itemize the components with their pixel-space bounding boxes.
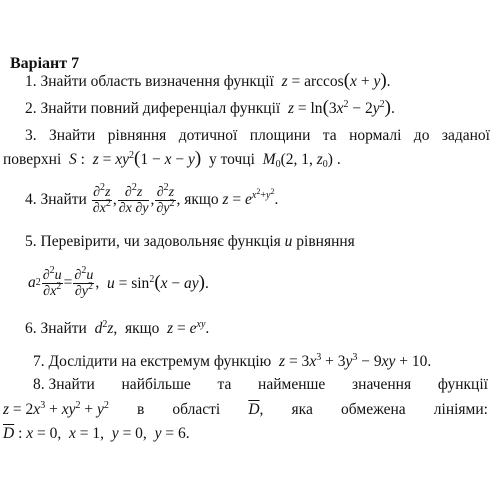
task-1-formula: z = arccos(x + y). bbox=[281, 70, 391, 91]
task-8-word: обмежена bbox=[340, 401, 406, 418]
task-2-formula: $z = \ln(3x^2 - 2y^2)$. bbox=[287, 97, 395, 118]
task-4-fraction-yy: $\frac{\partial^2z}{\partial y^2}$ bbox=[156, 181, 175, 216]
task-8-word: функції bbox=[437, 376, 488, 393]
task-3-point-formula: $M_0(2$, 1, $z_0$) . bbox=[262, 151, 341, 170]
task-6-differential: $d^2z$, bbox=[94, 319, 122, 337]
task-3-line-1 bbox=[25, 127, 490, 145]
task-3-text-point: у точці bbox=[208, 151, 255, 168]
task-8-boundary: $\overline{D}$ : x = 0, x = 1, y = 0, y = 6. bbox=[3, 425, 190, 442]
task-6-where: якщо bbox=[124, 320, 160, 337]
task-8-line-1 bbox=[33, 376, 488, 394]
task-6-number: 6. bbox=[25, 320, 37, 337]
task-8-word: області bbox=[172, 401, 221, 418]
task-3-number: 3. bbox=[25, 127, 37, 144]
task-8-word: Знайти bbox=[48, 376, 95, 393]
task-8-word: найменше bbox=[258, 376, 326, 393]
task-4-text: Знайти bbox=[40, 191, 87, 208]
task-5-equation: a 2 $\frac{\partial^2u}{\partial x^2}$ = $\frac{\partial^2u}{\partial y^2}$ , $u = \sin^2(x - ay)$. bbox=[28, 264, 209, 299]
task-8-number-word-1 bbox=[33, 376, 95, 394]
task-6-text: Знайти bbox=[40, 320, 87, 337]
task-2-text: Знайти повний диференціал функції bbox=[40, 100, 281, 117]
task-8-domain-symbol: $\overline{D}$, bbox=[248, 401, 264, 418]
task-8-word: та bbox=[217, 376, 232, 393]
task-6-formula: $z = e^{xy}$. bbox=[167, 319, 210, 337]
task-8-word: значення bbox=[352, 376, 412, 393]
task-5-text-end: рівняння bbox=[296, 233, 355, 250]
task-7 bbox=[33, 353, 431, 371]
task-1 bbox=[25, 72, 391, 91]
task-4-fraction-xy: $\frac{\partial^2z}{\partial x \partial y}$ bbox=[118, 181, 149, 216]
task-8-function-formula: $z = 2x^3 + xy^2 + y^2$ bbox=[3, 400, 109, 418]
task-8-word: найбільше bbox=[121, 376, 191, 393]
task-2-number: 2. bbox=[25, 100, 37, 117]
task-8-number: 8. bbox=[33, 376, 45, 393]
task-7-number: 7. bbox=[33, 353, 45, 370]
task-5-text: Перевірити, чи задовольняє функція bbox=[40, 233, 281, 250]
task-1-text: Знайти область визначення функції bbox=[40, 73, 274, 90]
variant-title: Варіант 7 bbox=[10, 55, 80, 72]
task-4-number: 4. bbox=[25, 191, 37, 208]
task-5-function-formula: $u = \sin^2(x - ay)$. bbox=[106, 271, 209, 293]
task-3-text-line-1: Знайти рівняння дотичної площини та нормалі до заданої bbox=[49, 127, 490, 144]
task-3-surface-formula: S : $z = xy^2(1 - x - y)$ bbox=[69, 148, 202, 169]
task-8-word: в bbox=[136, 401, 145, 418]
task-3-line-2 bbox=[3, 150, 341, 169]
task-4-fraction-xx: $\frac{\partial^2z}{\partial x^2}$ bbox=[92, 181, 111, 216]
task-8-word: лініями: bbox=[433, 401, 488, 418]
task-2 bbox=[25, 99, 395, 118]
task-3-text-surface: поверхні bbox=[3, 151, 62, 168]
task-4-formula: $z = e^{x^2+y^2}$. bbox=[222, 187, 279, 208]
task-5 bbox=[25, 233, 355, 251]
task-6 bbox=[25, 320, 209, 338]
task-8-word: яка bbox=[291, 401, 313, 418]
task-8-line-2 bbox=[3, 401, 488, 419]
task-5-function-name: u bbox=[284, 233, 293, 250]
task-7-text: Дослідити на екстремум функцію bbox=[48, 353, 272, 370]
task-4: 4. Знайти $\frac{\partial^2z}{\partial x^2}$ , $\frac{\partial^2z}{\partial x \partial y}$ , $\frac{\partial^2z}{\partial y^2}$ , якщо $z = e^{x^2+y^2}$. bbox=[25, 181, 279, 216]
task-7-formula: $z = 3x^3 + 3y^3 - 9xy + 10$. bbox=[279, 352, 432, 370]
task-5-number: 5. bbox=[25, 233, 37, 250]
task-1-number: 1. bbox=[25, 73, 37, 90]
task-5-fraction-yy: $\frac{\partial^2u}{\partial y^2}$ bbox=[74, 264, 94, 299]
task-4-where: якщо bbox=[184, 191, 219, 208]
task-5-fraction-xx: $\frac{\partial^2u}{\partial x^2}$ bbox=[42, 264, 62, 299]
